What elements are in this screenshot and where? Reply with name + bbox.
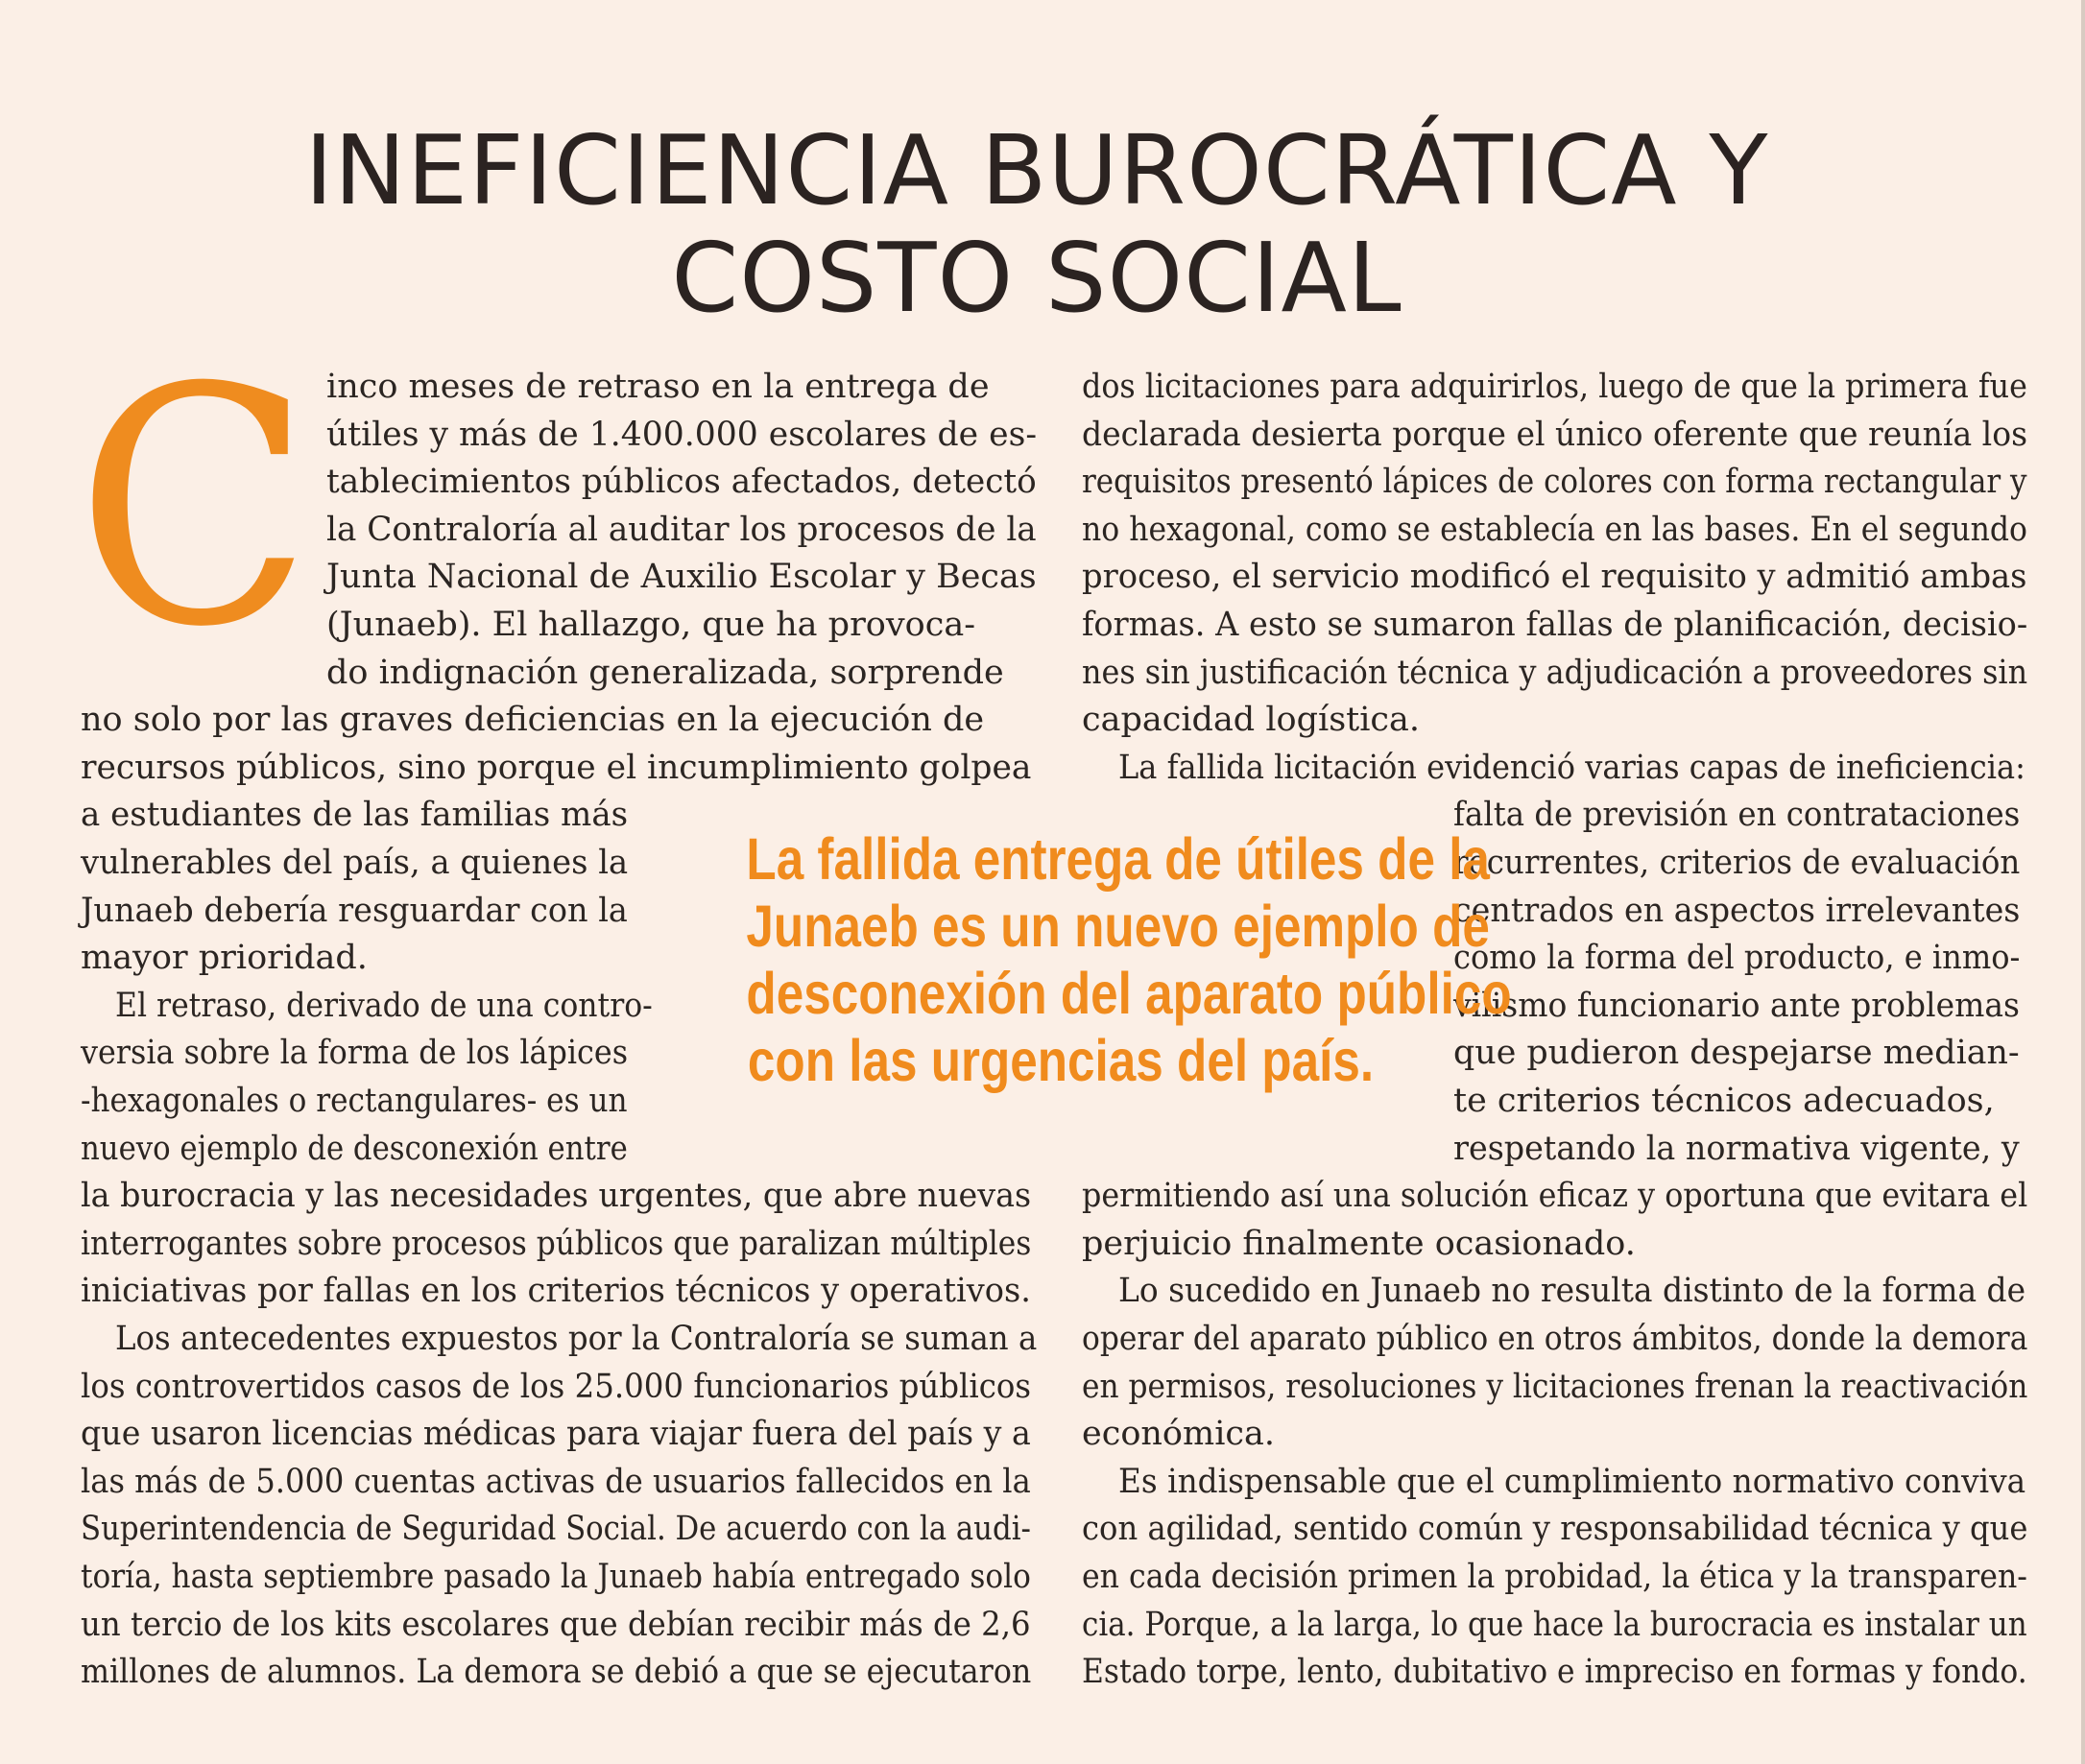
- headline-line: INEFICIENCIA BUROCRÁTICA Y: [304, 114, 1769, 226]
- text-line: recursos públicos, sino porque el incumplimiento golpea: [81, 748, 1032, 787]
- text-line: con agilidad, sentido común y responsabilidad técnica y que: [1082, 1510, 2028, 1549]
- text-line: capacidad logística.: [1082, 701, 1421, 740]
- text-line: que usaron licencias médicas para viajar fuera del país y a: [81, 1415, 1031, 1454]
- text-line: la burocracia y las necesidades urgentes, que abre nuevas: [81, 1177, 1032, 1216]
- text-line: cia. Porque, a la larga, lo que hace la burocracia es instalar un: [1082, 1605, 2027, 1644]
- text-line: un tercio de los kits escolares que debían recibir más de 2,6: [81, 1605, 1031, 1644]
- text-line: La fallida licitación evidenció varias capas de ineficiencia:: [1118, 748, 2025, 787]
- text-line: nuevo ejemplo de desconexión entre: [81, 1129, 628, 1168]
- text-line: declarada desierta porque el único oferente que reunía los: [1082, 415, 2028, 454]
- text-line: que pudieron despejarse median-: [1453, 1034, 2020, 1073]
- pull-quote: [746, 825, 1512, 1094]
- drop-cap: C: [75, 319, 313, 699]
- text-line: te criterios técnicos adecuados,: [1453, 1082, 1995, 1120]
- page-edge: [2081, 0, 2085, 1764]
- text-line: vilismo funcionario ante problemas: [1453, 986, 2020, 1025]
- text-line: do indignación generalizada, sorprende: [326, 653, 1004, 692]
- text-line: la Contraloría al auditar los procesos de la: [326, 510, 1037, 549]
- pull-quote-line: La fallida entrega de útiles de la: [746, 826, 1490, 892]
- text-line: Junaeb debería resguardar con la: [81, 891, 628, 930]
- text-line: centrados en aspectos irrelevantes: [1453, 891, 2021, 930]
- text-line: millones de alumnos. La demora se debió a que se ejecutaron: [81, 1653, 1032, 1692]
- pull-quote-line: Junaeb es un nuevo ejemplo de: [746, 894, 1490, 959]
- text-line: requisitos presentó lápices de colores con forma rectangular y: [1082, 463, 2027, 502]
- text-line: las más de 5.000 cuentas activas de usuarios fallecidos en la: [81, 1462, 1031, 1501]
- text-line: en permisos, resoluciones y licitaciones frenan la reactivación: [1082, 1367, 2028, 1406]
- text-line: operar del aparato público en otros ámbitos, donde la demora: [1082, 1320, 2028, 1358]
- text-line: El retraso, derivado de una contro-: [115, 986, 653, 1025]
- text-line: perjuicio finalmente ocasionado.: [1082, 1224, 1636, 1263]
- text-line: económica.: [1082, 1415, 1275, 1454]
- text-line: nes sin justificación técnica y adjudicación a proveedores sin: [1082, 653, 2028, 692]
- pull-quote-line: desconexión del aparato público: [746, 961, 1512, 1026]
- text-line: mayor prioridad.: [81, 939, 368, 978]
- text-line: a estudiantes de las familias más: [81, 796, 629, 835]
- text-line: permitiendo así una solución eficaz y oportuna que evitara el: [1082, 1177, 2028, 1216]
- text-line: -hexagonales o rectangulares- es un: [81, 1082, 628, 1120]
- text-line: como la forma del producto, e inmo-: [1453, 939, 2021, 978]
- text-line: los controvertidos casos de los 25.000 funcionarios públicos: [81, 1367, 1032, 1406]
- text-line: en cada decisión primen la probidad, la ética y la transparen-: [1082, 1558, 2027, 1596]
- text-line: tablecimientos públicos afectados, detectó: [326, 463, 1037, 502]
- text-line: versia sobre la forma de los lápices: [81, 1034, 629, 1073]
- text-line: Lo sucedido en Junaeb no resulta distinto de la forma de: [1118, 1272, 2026, 1311]
- text-line: Los antecedentes expuestos por la Contraloría se suman a: [115, 1320, 1038, 1358]
- text-line: toría, hasta septiembre pasado la Junaeb había entregado solo: [81, 1558, 1031, 1596]
- text-line: útiles y más de 1.400.000 escolares de es-: [326, 415, 1038, 454]
- text-line: Superintendencia de Seguridad Social. De acuerdo con la audi-: [81, 1510, 1031, 1549]
- text-line: formas. A esto se sumaron fallas de planificación, decisio-: [1082, 606, 2028, 644]
- text-line: inco meses de retraso en la entrega de: [326, 368, 990, 406]
- headline-line: COSTO SOCIAL: [671, 222, 1402, 334]
- text-line: recurrentes, criterios de evaluación: [1453, 844, 2021, 882]
- text-line: respetando la normativa vigente, y: [1453, 1129, 2020, 1168]
- text-line: proceso, el servicio modificó el requisito y admitió ambas: [1082, 558, 2027, 597]
- text-line: iniciativas por fallas en los criterios técnicos y operativos.: [81, 1272, 1031, 1311]
- text-line: Es indispensable que el cumplimiento normativo conviva: [1118, 1462, 2026, 1501]
- text-line: no hexagonal, como se establecía en las bases. En el segundo: [1082, 510, 2028, 549]
- text-line: interrogantes sobre procesos públicos que paralizan múltiples: [81, 1224, 1032, 1263]
- headline: [0, 114, 2073, 334]
- text-line: (Junaeb). El hallazgo, que ha provoca-: [326, 606, 976, 644]
- text-line: Junta Nacional de Auxilio Escolar y Becas: [326, 558, 1037, 597]
- text-line: vulnerables del país, a quienes la: [81, 844, 629, 882]
- text-line: dos licitaciones para adquirirlos, luego de que la primera fue: [1082, 368, 2027, 406]
- pull-quote-line: con las urgencias del país.: [747, 1028, 1375, 1093]
- text-line: Estado torpe, lento, dubitativo e impreciso en formas y fondo.: [1082, 1653, 2027, 1692]
- text-line: no solo por las graves deficiencias en la ejecución de: [81, 701, 985, 740]
- text-line: falta de previsión en contrataciones: [1453, 796, 2021, 835]
